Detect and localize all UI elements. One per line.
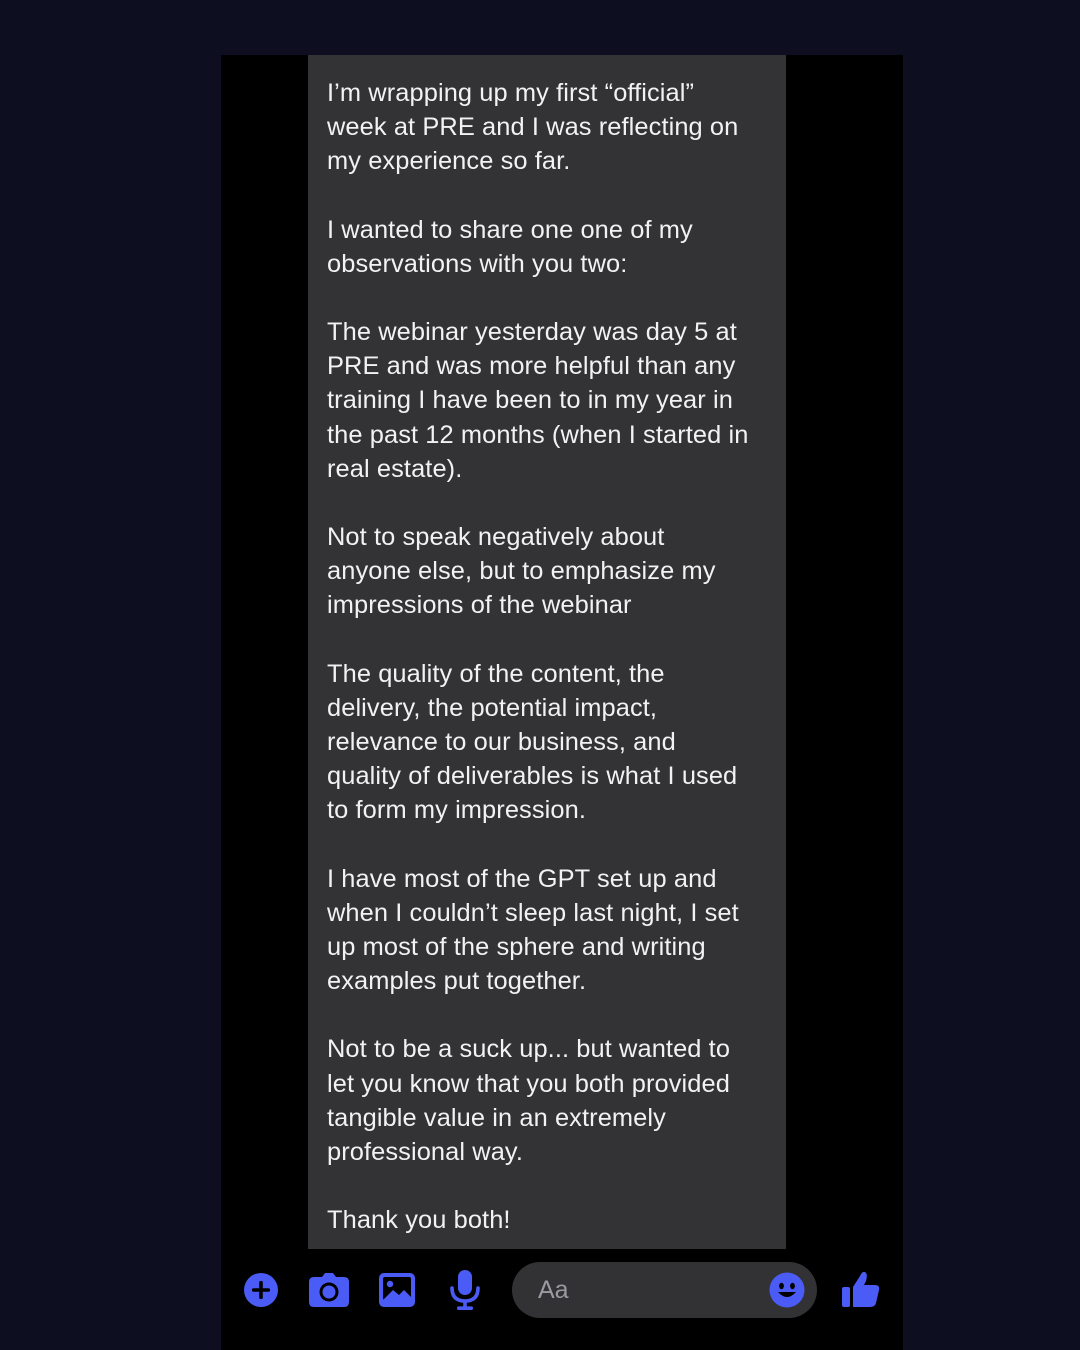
message-paragraph: The quality of the content, the delivery, the potential impact, relevance to our business, and quality of deliverables is what I used to form my impression. (327, 659, 738, 825)
add-button[interactable] (241, 1270, 281, 1310)
message-paragraph: Not to speak negatively about anyone else, but to emphasize my impressions of the webinar (327, 523, 716, 620)
camera-button[interactable] (309, 1270, 349, 1310)
message-paragraph: I have most of the GPT set up and when I couldn’t sleep last night, I set up most of the sphere and writing examples put together. (327, 864, 739, 996)
camera-icon (309, 1273, 349, 1307)
image-icon (379, 1273, 415, 1307)
composer-bar (221, 1249, 903, 1350)
thumbs-up-icon (842, 1270, 880, 1308)
message-paragraph: I wanted to share one one of my observations with you two: (327, 215, 693, 278)
emoji-icon (769, 1272, 805, 1308)
plus-circle-icon (243, 1272, 279, 1308)
message-input-container[interactable] (512, 1262, 817, 1318)
message-paragraph: I’m wrapping up my first “official” week at PRE and I was reflecting on my experience so far. (327, 79, 739, 176)
message-paragraph: The webinar yesterday was day 5 at PRE and was more helpful than any training I have been to in my year in the past 12 months (when I started in real estate). (327, 318, 749, 483)
microphone-icon (450, 1270, 480, 1310)
gallery-button[interactable] (377, 1270, 417, 1310)
message-input[interactable] (536, 1262, 756, 1318)
message-paragraph: Thank you both! (327, 1206, 511, 1235)
voice-button[interactable] (445, 1270, 485, 1310)
message-bubble[interactable] (308, 55, 786, 1249)
emoji-button[interactable] (767, 1270, 807, 1310)
like-button[interactable] (841, 1269, 881, 1309)
message-paragraph: Not to be a suck up... but wanted to let you know that you both provided tangible value in an extremely professional way. (327, 1035, 731, 1167)
messenger-window (221, 55, 903, 1350)
